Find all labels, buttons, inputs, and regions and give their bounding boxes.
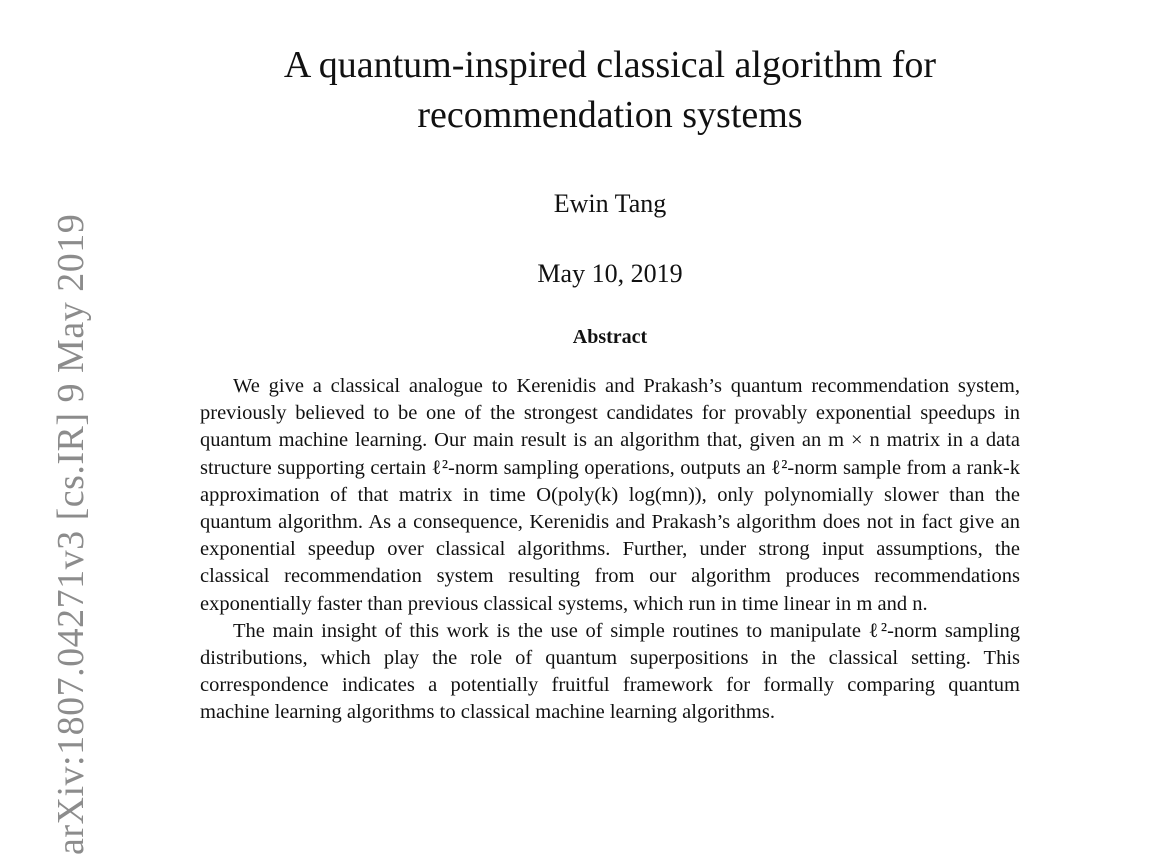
paper-title <box>200 40 1020 140</box>
abstract-heading: Abstract <box>572 326 648 348</box>
abstract-body <box>200 373 1020 727</box>
title-line-2: recommendation systems <box>417 94 803 136</box>
abstract-paragraph-1: We give a classical analogue to Kerenidis and Prakash’s quantum recommendation system, previously believed to be one of the strongest candidates for provably exponential speedups in quantum machine learning. Our main result is an algorithm that, given an m × n matrix in a data structure supporting certain ℓ²-norm sampling operations, outputs an ℓ²-norm sample from a rank-k approximation of that matrix in time O(poly(k) log(mn)), only polynomially slower than the quantum algorithm. As a consequence, Kerenidis and Prakash’s algorithm does not in fact give an exponential speedup over classical algorithms. Further, under strong input assumptions, the classical recommendation system resulting from our algorithm produces recommendations exponentially faster than previous classical systems, which run in time linear in m and n. <box>200 375 1020 615</box>
title-line-1: A quantum-inspired classical algorithm for <box>283 44 937 86</box>
author-name: Ewin Tang <box>553 189 667 218</box>
abstract-paragraph-2: The main insight of this work is the use of simple routines to manipulate ℓ²-norm sampling distributions, which play the role of quantum superpositions in the classical setting. This correspondence indicates a potentially fruitful framework for formally comparing quantum machine learning algorithms to classical machine learning algorithms. <box>200 619 1020 724</box>
arxiv-side-stamp: arXiv:1807.04271v3 [cs.IR] 9 May 2019 <box>50 213 92 855</box>
paper-date: May 10, 2019 <box>537 259 683 288</box>
